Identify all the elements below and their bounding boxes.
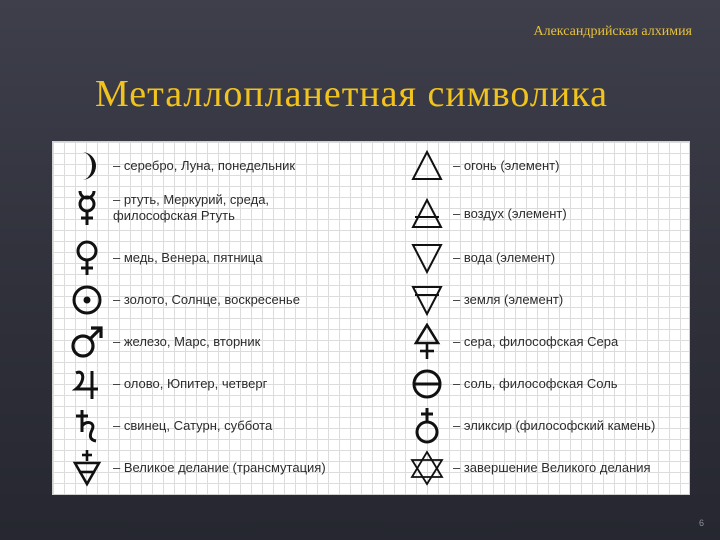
salt-symbol-icon [409,364,445,404]
item-description: – соль, философская Соль [453,376,618,391]
item-description: – олово, Юпитер, четверг [113,376,268,391]
list-item-water [409,238,555,278]
item-description: – сера, философская Сера [453,334,619,349]
list-item-fire [409,146,559,186]
item-description: – ртуть, Меркурий, среда, философская Ртуть [113,192,270,223]
list-item-mercury [69,188,269,228]
list-item-lead [69,406,272,446]
list-item-iron [69,322,260,362]
slide-subtitle: Александрийская алхимия [533,24,692,39]
item-description: – медь, Венера, пятница [113,250,263,265]
sulfur-symbol-icon [409,322,445,362]
elixir-symbol-icon [409,406,445,446]
list-item-earth [409,280,563,320]
item-description: – Великое делание (трансмутация) [113,460,326,475]
symbols-table [52,141,690,495]
item-description: – земля (элемент) [453,292,564,307]
list-item-salt [409,364,618,404]
hexagram-icon [409,448,445,488]
item-description: – серебро, Луна, понедельник [113,158,296,173]
fire-triangle-icon [409,146,445,186]
great-work-symbol-icon [69,448,105,488]
list-item-elixir [409,406,655,446]
list-item-air [409,194,567,234]
page-number: 6 [698,518,704,528]
item-description: – завершение Великого делания [453,460,651,475]
water-triangle-icon [409,238,445,278]
venus-symbol-icon [69,238,105,278]
slide-title: Металлопланетная символика [95,73,608,115]
item-description: – огонь (элемент) [453,158,560,173]
list-item-gold [69,280,300,320]
saturn-symbol-icon [69,406,105,446]
mercury-symbol-icon [69,188,105,228]
item-description: – вода (элемент) [453,250,556,265]
list-item-tin [69,364,267,404]
jupiter-symbol-icon [69,364,105,404]
list-item-copper [69,238,262,278]
list-item-great-work [69,448,326,488]
list-item-silver [69,146,295,186]
air-triangle-icon [409,194,445,234]
earth-triangle-icon [409,280,445,320]
list-item-completion [409,448,651,488]
item-description: – эликсир (философский камень) [453,418,656,433]
item-description: – золото, Солнце, воскресенье [113,292,300,307]
item-description: – свинец, Сатурн, суббота [113,418,273,433]
sun-symbol-icon [69,280,105,320]
item-description: – воздух (элемент) [453,206,567,221]
item-description: – железо, Марс, вторник [113,334,261,349]
moon-crescent-icon [69,146,105,186]
mars-symbol-icon [69,322,105,362]
list-item-sulfur [409,322,618,362]
